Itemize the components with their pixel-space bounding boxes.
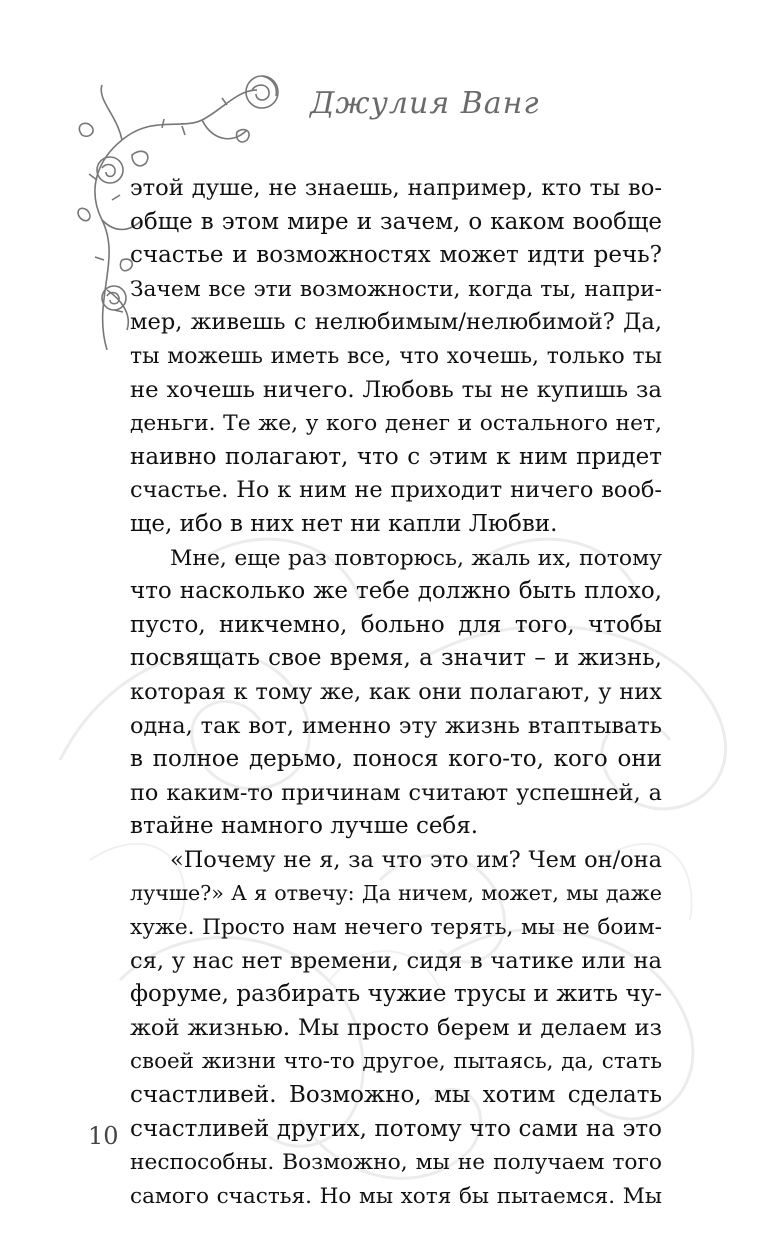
text-line: обще в этом мире и зачем, о каком вообще	[130, 208, 662, 235]
body-text	[130, 172, 662, 1213]
text-line: деньги. Те же, у кого денег и остального нет,	[130, 411, 662, 437]
paragraph-2	[130, 542, 662, 844]
text-line: Зачем все эти возможности, когда ты, напри-	[130, 276, 662, 302]
text-line: ты можешь иметь все, что хочешь, только ты	[130, 343, 662, 369]
text-line: что насколько же тебе должно быть плохо,	[130, 578, 662, 605]
text-line: одна, так вот, именно эту жизнь втаптывать	[130, 712, 662, 739]
text-line: этой душе, не знаешь, например, кто ты во-	[130, 175, 662, 201]
text-line: самого счастья. Но мы хотя бы пытаемся. Мы	[130, 1183, 662, 1209]
text-line: «Почему не я, за что это им? Чем он/она	[170, 846, 662, 873]
paragraph-1	[130, 172, 662, 542]
text-line: ще, ибо в них нет ни капли Любви.	[130, 510, 558, 537]
page-number: 10	[88, 1122, 119, 1150]
text-line: посвящать свое время, а значит – и жизнь,	[130, 645, 662, 672]
text-line: счастливей. Возможно, мы хотим сделать	[130, 1082, 662, 1109]
running-header-author: Джулия Ванг	[310, 86, 540, 121]
text-line: наивно полагают, что с этим к ним придет	[130, 443, 662, 470]
text-line: счастье. Но к ним не приходит ничего вооб-	[130, 477, 662, 504]
paragraph-3	[130, 844, 662, 1214]
text-line: мер, живешь с нелюбимым/нелюбимой? Да,	[130, 309, 662, 336]
text-line: ся, у нас нет времени, сидя в чатике или на	[130, 947, 662, 974]
text-line: своей жизни что-то другое, пытаясь, да, стать	[130, 1049, 662, 1075]
text-line: Мне, еще раз повторюсь, жаль их, потому	[170, 545, 662, 571]
text-line: хуже. Просто нам нечего терять, мы не боим-	[130, 915, 662, 941]
text-line: пусто, никчемно, больно для того, чтобы	[130, 611, 662, 638]
text-line: по каким-то причинам считают успешней, а	[130, 779, 662, 806]
text-line: счастье и возможностях может идти речь?	[130, 242, 662, 269]
text-line: жой жизнью. Мы просто берем и делаем из	[130, 1014, 662, 1041]
text-line: не хочешь ничего. Любовь ты не купишь за	[130, 376, 662, 403]
text-line: форуме, разбирать чужие трусы и жить чу-	[130, 981, 662, 1008]
text-line: счастливей других, потому что сами на это	[130, 1115, 662, 1142]
text-line: неспособны. Возможно, мы не получаем того	[130, 1150, 662, 1176]
text-line: в полное дерьмо, понося кого-то, кого они	[130, 746, 662, 773]
text-line: лучше?» А я отвечу: Да ничем, может, мы даже	[130, 881, 662, 906]
text-line: втайне намного лучше себя.	[130, 813, 479, 840]
text-line: которая к тому же, как они полагают, у них	[130, 678, 662, 705]
